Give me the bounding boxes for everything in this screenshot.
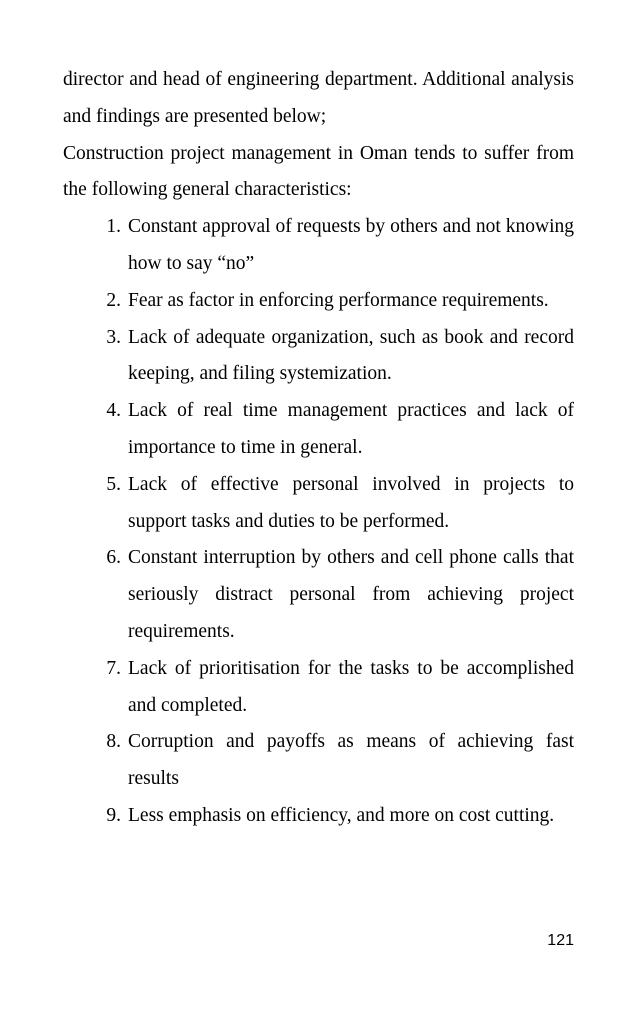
list-item-number: 2. <box>106 289 121 311</box>
list-item <box>63 651 574 725</box>
list-item-number: 9. <box>106 804 121 826</box>
list-item-text: Lack of adequate organization, such as book and record keeping, and filing systemization. <box>128 326 574 385</box>
list-item-text: Corruption and payoffs as means of achieving fast results <box>128 731 574 790</box>
characteristics-paragraph: Construction project management in Oman tends to suffer from the following general characteristics: <box>63 142 574 201</box>
list-item-number: 7. <box>106 657 121 679</box>
list-item <box>63 540 574 650</box>
list-item <box>63 798 574 835</box>
list-item-number: 5. <box>106 473 121 495</box>
page-number: 121 <box>547 932 574 949</box>
list-item-text: Lack of effective personal involved in projects to support tasks and duties to be performed. <box>128 473 574 532</box>
list-item-text: Lack of real time management practices and lack of importance to time in general. <box>128 400 574 458</box>
list-item-number: 6. <box>106 547 121 569</box>
list-item-text: Constant interruption by others and cell phone calls that seriously distract personal from achieving project requirements. <box>128 547 574 642</box>
list-item-text: Less emphasis on efficiency, and more on cost cutting. <box>128 804 555 826</box>
list-item <box>63 283 574 320</box>
list-item <box>63 724 574 798</box>
list-item-number: 3. <box>106 326 121 348</box>
list-item <box>63 209 574 283</box>
list-item <box>63 320 574 394</box>
intro-paragraph: director and head of engineering department. Additional analysis and findings are presented below; <box>63 69 574 127</box>
page-body <box>63 62 574 835</box>
characteristics-list <box>63 209 574 835</box>
list-item-number: 4. <box>106 400 121 422</box>
list-item-number: 8. <box>106 731 121 753</box>
list-item-text: Lack of prioritisation for the tasks to be accomplished and completed. <box>128 657 574 716</box>
list-item-text: Constant approval of requests by others and not knowing how to say “no” <box>128 216 574 274</box>
list-item-number: 1. <box>106 216 121 238</box>
list-item-text: Fear as factor in enforcing performance requirements. <box>128 289 549 311</box>
list-item <box>63 393 574 467</box>
list-item <box>63 467 574 541</box>
